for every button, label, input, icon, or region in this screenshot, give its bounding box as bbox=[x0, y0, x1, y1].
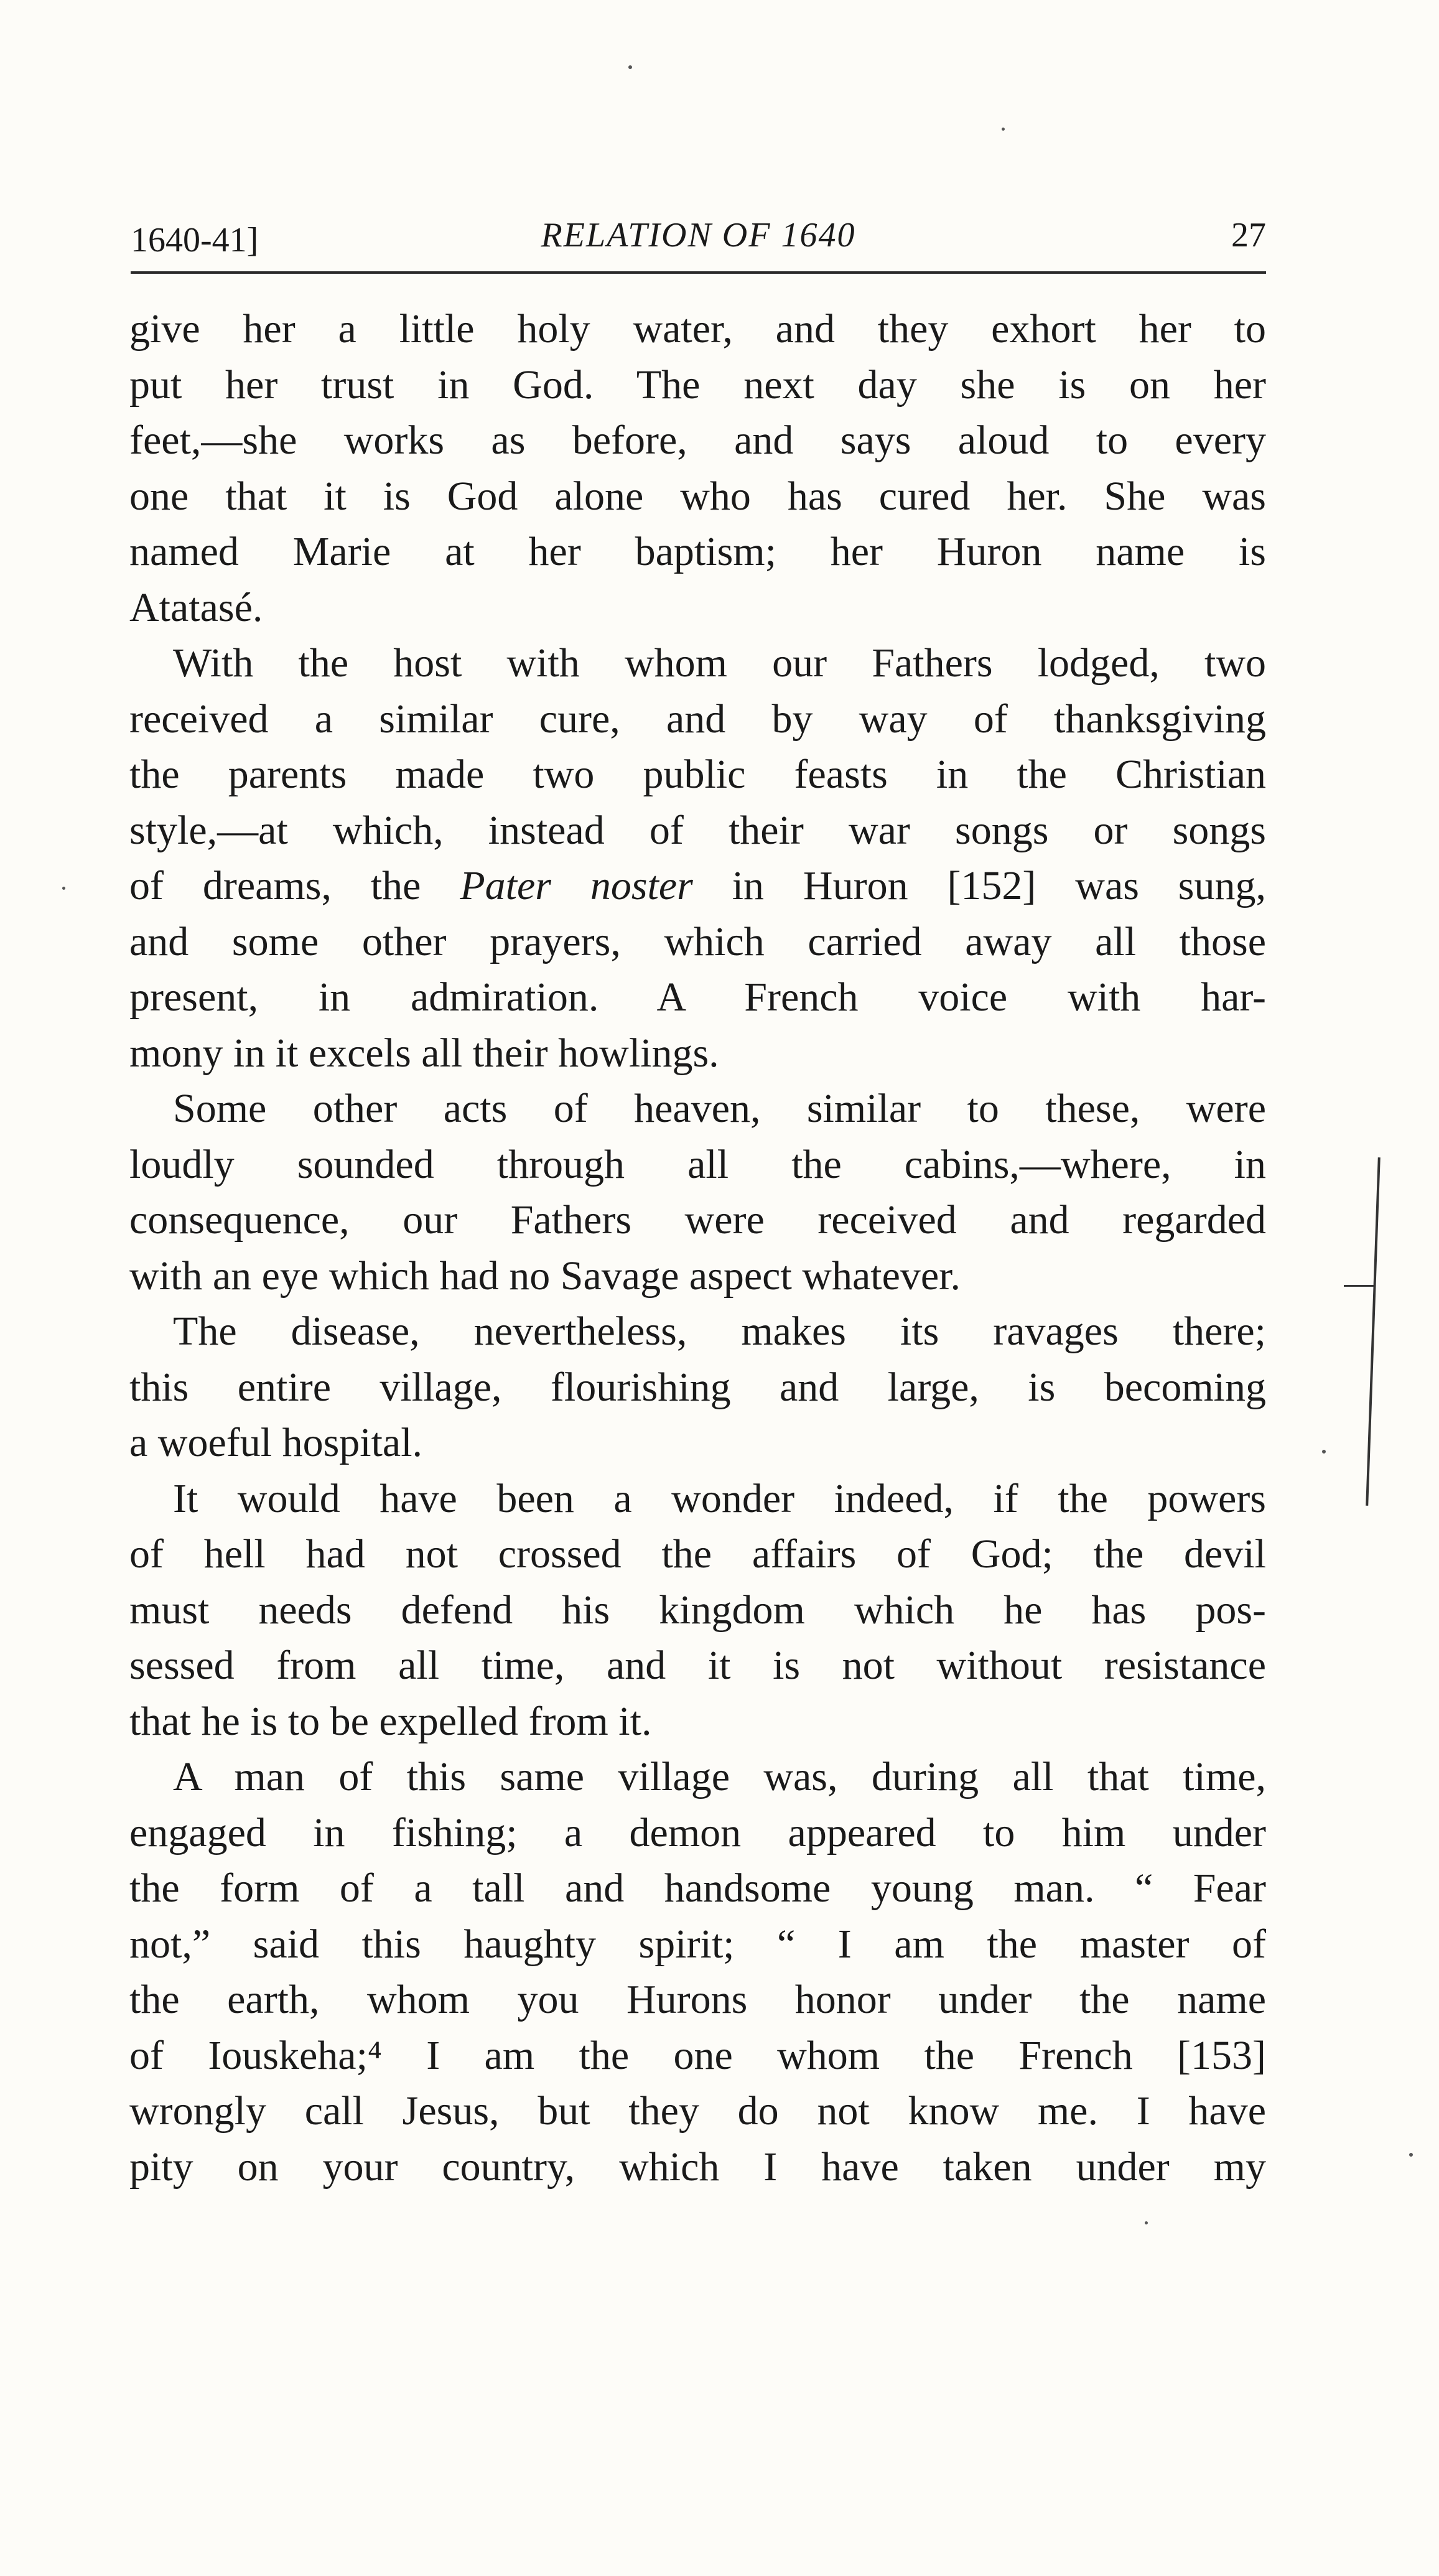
text-line: Atatasé. bbox=[129, 584, 263, 630]
body-text bbox=[129, 301, 1266, 2195]
text-line: the parents made two public feasts in the Christian bbox=[129, 752, 1266, 797]
text-line: present, in admiration. A French voice with har- bbox=[129, 974, 1266, 1020]
text-line: consequence, our Fathers were received and regarded bbox=[129, 1197, 1266, 1243]
header-date-range: 1640-41] bbox=[131, 221, 259, 259]
speck bbox=[628, 65, 632, 69]
text-line: give her a little holy water, and they exhort her to bbox=[129, 306, 1266, 352]
text-line: style,—at which, instead of their war songs or songs bbox=[129, 807, 1266, 853]
text-line: must needs defend his kingdom which he has pos- bbox=[129, 1587, 1266, 1633]
text-line: engaged in fishing; a demon appeared to him under bbox=[129, 1809, 1266, 1855]
text-line: with an eye which had no Savage aspect whatever. bbox=[129, 1253, 961, 1299]
text-line: loudly sounded through all the cabins,—where, in bbox=[129, 1141, 1266, 1187]
text-segment: of dreams, the bbox=[129, 863, 460, 908]
margin-mark bbox=[1366, 1157, 1381, 1506]
italic-phrase: Pater noster bbox=[460, 863, 693, 908]
text-line: received a similar cure, and by way of thanksgiving bbox=[129, 696, 1266, 742]
text-line: A man of this same village was, during all that time, bbox=[173, 1754, 1266, 1799]
page-number: 27 bbox=[1231, 216, 1266, 254]
text-line: sessed from all time, and it is not without resistance bbox=[129, 1643, 1266, 1688]
text-line: With the host with whom our Fathers lodged, two bbox=[173, 640, 1266, 686]
speck bbox=[62, 887, 65, 890]
text-line: that he is to be expelled from it. bbox=[129, 1698, 652, 1744]
text-line: the earth, whom you Hurons honor under the name bbox=[129, 1977, 1266, 2022]
text-line: this entire village, flourishing and large, is becoming bbox=[129, 1364, 1266, 1410]
header-rule bbox=[131, 271, 1266, 274]
text-line: It would have been a wonder indeed, if the powers bbox=[173, 1475, 1266, 1521]
text-line: the form of a tall and handsome young man. “ Fear bbox=[129, 1865, 1266, 1911]
speck bbox=[1409, 2153, 1413, 2157]
text-line: a woeful hospital. bbox=[129, 1420, 423, 1465]
text-line: wrongly call Jesus, but they do not know me. I have bbox=[129, 2088, 1266, 2134]
text-line: mony in it excels all their howlings. bbox=[129, 1030, 719, 1076]
speck bbox=[1322, 1450, 1326, 1454]
text-line bbox=[129, 858, 1266, 914]
text-line: pity on your country, which I have taken under my bbox=[129, 2144, 1266, 2190]
text-line: of Iouskeha;⁴ I am the one whom the French [153] bbox=[129, 2032, 1266, 2078]
text-segment: in Huron [152] was sung, bbox=[692, 863, 1266, 908]
speck bbox=[1002, 128, 1005, 131]
text-line: one that it is God alone who has cured her. She was bbox=[129, 473, 1266, 519]
text-line: The disease, nevertheless, makes its ravages there; bbox=[173, 1309, 1266, 1354]
text-line: feet,—she works as before, and says aloud to every bbox=[129, 418, 1266, 463]
text-line: and some other prayers, which carried away all those bbox=[129, 918, 1266, 964]
header-title: RELATION OF 1640 bbox=[541, 216, 856, 254]
text-line: Some other acts of heaven, similar to these, were bbox=[173, 1086, 1266, 1131]
running-header bbox=[131, 209, 1266, 271]
text-line: named Marie at her baptism; her Huron name is bbox=[129, 529, 1266, 574]
text-line: not,” said this haughty spirit; “ I am the master of bbox=[129, 1921, 1266, 1967]
text-line: of hell had not crossed the affairs of God; the devil bbox=[129, 1531, 1266, 1577]
speck bbox=[1145, 2221, 1148, 2224]
margin-mark bbox=[1344, 1285, 1375, 1287]
text-line: put her trust in God. The next day she is on her bbox=[129, 362, 1266, 408]
